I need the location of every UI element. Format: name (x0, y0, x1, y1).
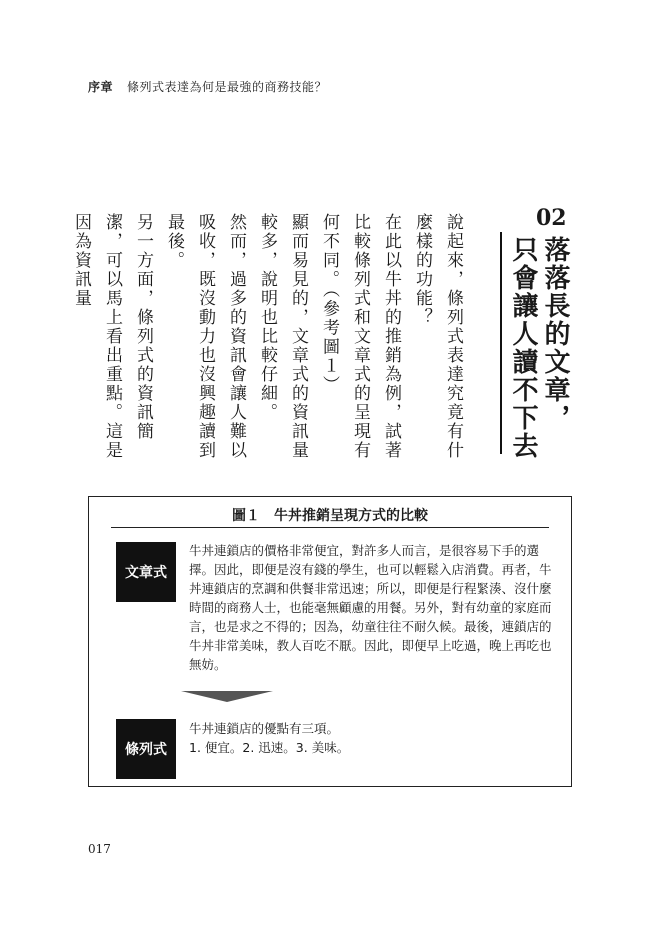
list-style-text (189, 719, 555, 757)
chapter-label: 序章 (88, 80, 114, 94)
section-number: 02 (536, 205, 567, 231)
list-intro: 牛丼連鎖店的優點有三項。 (189, 721, 340, 736)
body-paragraph: 然而，過多的資訊會讓人難以吸收，既沒動力也沒興趣讀到最後。 (164, 213, 246, 460)
vertical-body-text (71, 196, 468, 466)
page-number: 017 (88, 842, 111, 856)
body-paragraph: 另一方面，條列式的資訊簡潔，可以馬上看出重點。這是因為資訊量 (71, 213, 153, 460)
body-paragraph: 顯而易見的，文章式的資訊量較多，說明也比較仔細。 (257, 213, 308, 460)
title-divider (500, 232, 502, 454)
figure-box (88, 496, 572, 787)
section-title-line-2: 只會讓人讀不下去 (508, 236, 538, 460)
body-paragraph: 說起來，條列式表達究竟有什麼樣的功能？ (412, 213, 463, 460)
prose-style-text: 牛丼連鎖店的價格非常便宜，對許多人而言，是很容易下手的選擇。因此，即便是沒有錢的學生，也可以輕鬆入店消費。再者，牛丼連鎖店的烹調和供餐非常迅速；所以，即便是行程緊湊、沒什麼時間的商務人士，也能毫無顧慮的用餐。另外，對有幼童的家庭而言，也是求之不得的；因為，幼童往往不耐久候。最後，連鎖店的牛丼非常美味，教人百吃不厭。因此，即便早上吃過，晚上再吃也無妨。 (189, 543, 552, 672)
figure-title: 圖１ 牛丼推銷呈現方式的比較 (232, 508, 428, 524)
figure-title-rule (111, 527, 549, 528)
chapter-title: 條列式表達為何是最強的商務技能？ (127, 80, 328, 94)
prose-style-badge: 文章式 (116, 542, 176, 602)
section-title-line-1: 落落長的文章， (540, 236, 570, 432)
list-items: 1. 便宜。2. 迅速。3. 美味。 (189, 740, 350, 755)
list-style-badge: 條列式 (116, 719, 176, 779)
down-arrow-icon (181, 691, 273, 702)
running-header (88, 78, 327, 95)
body-paragraph: 在此以牛丼的推銷為例，試著比較條列式和文章式的呈現有何不同。（參考圖１） (319, 213, 401, 460)
